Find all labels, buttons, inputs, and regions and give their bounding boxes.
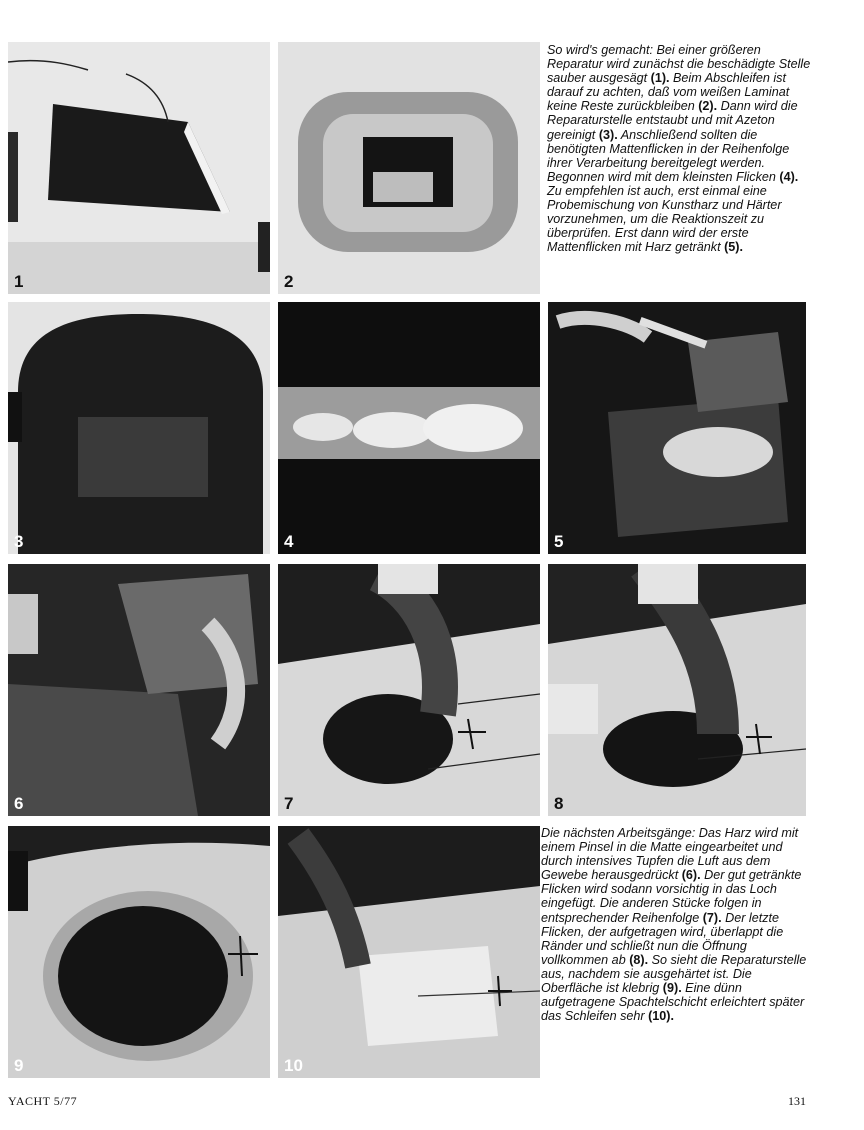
photo-number: 5: [554, 532, 564, 551]
photo-7-image: [278, 564, 540, 816]
caption-top: [547, 43, 815, 254]
photo-number: 3: [14, 532, 24, 551]
photo-7: [278, 564, 540, 816]
caption-ref: (9).: [662, 981, 682, 996]
caption-text: Eine dünn aufgetragene Spachtelschicht erleichtert später das Schleifen sehr: [541, 981, 805, 1024]
caption-ref: (4).: [779, 169, 799, 184]
caption-text: Der gut getränkte Flicken wird sodann vorsichtig in das Loch eingefügt. Die anderen Stücke folgen in entsprechender Reihenfolge: [541, 868, 802, 925]
photo-4-image: [278, 302, 540, 554]
photo-10: [278, 826, 540, 1078]
photo-8: [548, 564, 806, 816]
photo-number: 4: [284, 532, 294, 551]
photo-2-image: [278, 42, 540, 294]
caption-ref: (3).: [598, 127, 618, 142]
photo-4: [278, 302, 540, 554]
photo-1-image: [8, 42, 270, 294]
photo-number: 7: [284, 794, 294, 813]
caption-text: Beim Abschleifen ist darauf zu achten, daß vom weißen Laminat keine Reste zurückbleiben: [547, 71, 790, 114]
caption-text: So sieht die Reparaturstelle aus, nachdem sie ausgehärtet ist. Die Oberfläche ist klebrig: [541, 952, 807, 996]
photo-10-image: [278, 826, 540, 1078]
photo-5-image: [548, 302, 806, 554]
caption-text: Zu empfehlen ist auch, erst einmal eine Probemischung von Kunstharz und Härter vorzunehmen, um die Reaktionszeit zu überprüfen. Erst dann wird der erste Mattenflicken mit Harz getränkt: [547, 183, 782, 255]
photo-2: [278, 42, 540, 294]
photo-number: 9: [14, 1056, 24, 1075]
photo-6: [8, 564, 270, 816]
caption-text: So wird's gemacht: Bei einer größeren Reparatur wird zunächst die beschädigte Stelle sauber ausgesägt: [547, 43, 811, 86]
caption-ref: (2).: [698, 99, 718, 114]
caption-text: Die nächsten Arbeitsgänge: Das Harz wird mit einem Pinsel in die Matte eingearbeitet und durch intensives Tupfen die Luft aus dem Gewebe herausgedrückt: [541, 826, 799, 883]
caption-ref: (1).: [650, 71, 670, 86]
caption-ref: (7).: [702, 910, 722, 925]
magazine-issue: YACHT 5/77: [8, 1094, 78, 1108]
caption-text: Der letzte Flicken, der aufgetragen wird, überlappt die Ränder und schließt nun die Öffnung vollkommen ab: [541, 910, 784, 967]
photo-number: 2: [284, 272, 294, 291]
caption-ref: (10).: [648, 1009, 675, 1024]
photo-6-image: [8, 564, 270, 816]
caption-bottom: [541, 826, 811, 1023]
photo-3-image: [8, 302, 270, 554]
photo-5: [548, 302, 806, 554]
photo-number: 10: [284, 1056, 303, 1075]
photo-number: 8: [554, 794, 564, 813]
caption-ref: (8).: [629, 952, 649, 967]
photo-number: 1: [14, 272, 24, 291]
page-number: 131: [788, 1094, 806, 1108]
caption-text: Anschließend sollten die benötigten Mattenflicken in der Reihenfolge ihrer Verarbeitung bereitgelegt werden. Begonnen wird mit dem kleinsten Flicken: [547, 127, 790, 184]
photo-number: 6: [14, 794, 24, 813]
photo-1: [8, 42, 270, 294]
photo-9: [8, 826, 270, 1078]
photo-3: [8, 302, 270, 554]
photo-9-image: [8, 826, 270, 1078]
photo-8-image: [548, 564, 806, 816]
caption-ref: (5).: [724, 240, 743, 255]
caption-text: Dann wird die Reparaturstelle entstaubt und mit Azeton gereinigt: [547, 99, 798, 142]
caption-ref: (6).: [681, 868, 701, 883]
